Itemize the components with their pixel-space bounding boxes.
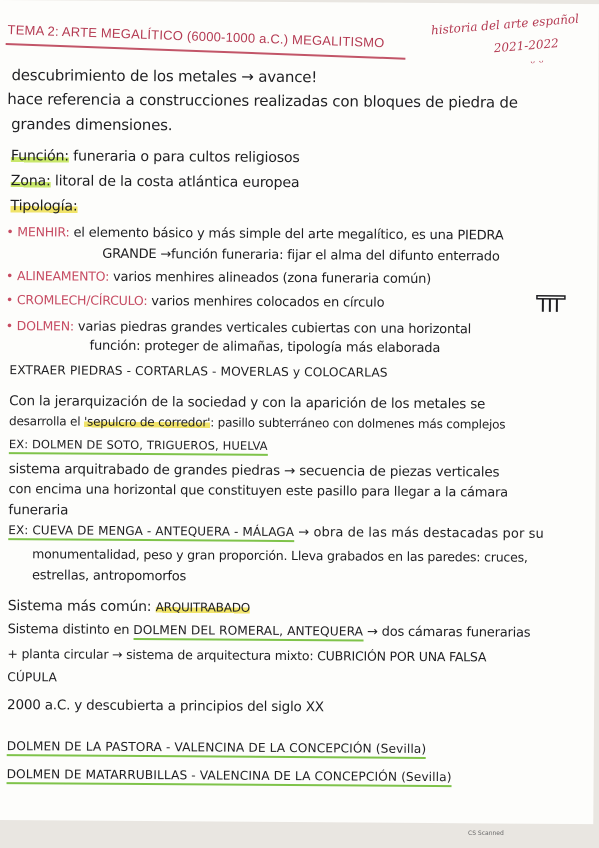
term-cromlech: • CROMLECH/CÍRCULO: <box>5 292 148 309</box>
course-year: 2021-2022 <box>493 36 560 56</box>
dolmen-text: varias piedras grandes verticales cubiertas con una horizontal <box>73 319 472 338</box>
note-line: EXTRAER PIEDRAS - CORTARLAS - MOVERLAS y COLOCARLAS <box>9 363 388 380</box>
note-line: funeraria <box>8 502 69 519</box>
term-dolmen: • DOLMEN: <box>5 318 75 334</box>
menga-text: → obra de las más destacadas por su <box>293 525 544 542</box>
note-line <box>8 598 250 616</box>
corredor-suffix: : pasillo subterráneo con dolmenes más complejos <box>210 415 506 432</box>
tipologia-heading: Tipología: <box>10 198 78 215</box>
note-line <box>7 767 452 784</box>
term-alineamento: • ALINEAMENTO: <box>6 268 110 284</box>
alineamento-text: varios menhires alineados (zona funeraria común) <box>109 269 432 288</box>
note-line: 2000 a.C. y descubierta a principios del siglo XX <box>7 697 324 716</box>
dolmen-matarrubillas: DOLMEN DE MATARRUBILLAS - VALENCINA DE LA CONCEPCIÓN (Sevilla) <box>7 767 452 787</box>
note-line <box>11 198 78 214</box>
note-line <box>6 318 471 337</box>
cromlech-text: varios menhires colocados en círculo <box>147 294 385 311</box>
note-line: descubrimiento de los metales → avance! <box>11 66 318 87</box>
example-soto: EX: DOLMEN DE SOTO, TRIGUEROS, HUELVA <box>9 437 268 456</box>
note-line <box>11 148 300 166</box>
decoration-marks: ᵕ ᵕ <box>529 55 545 71</box>
term-menhir: • MENHIR: <box>6 224 70 240</box>
dolmen-pastora: DOLMEN DE LA PASTORA - VALENCINA DE LA CONCEPCIÓN (Sevilla) <box>7 739 427 759</box>
funcion-label: Función: <box>10 148 69 165</box>
note-line: función: proteger de alimañas, tipología más elaborada <box>89 338 441 357</box>
note-line: GRANDE →función funeraria: fijar el alma del difunto enterrado <box>102 246 500 265</box>
scanner-watermark: CS Scanned <box>468 830 504 837</box>
note-line <box>9 414 505 431</box>
note-line <box>7 739 427 756</box>
arquitrabado-term: ARQUITRABADO <box>155 600 251 615</box>
note-line <box>8 622 531 641</box>
zona-label: Zona: <box>10 173 51 190</box>
note-line: hace referencia a construcciones realizadas con bloques de piedra de <box>7 90 518 112</box>
menhir-text: el elemento básico y más simple del arte megalítico, es una PIEDRA <box>69 225 504 244</box>
sepulcro-corredor: 'sepulcro de corredor' <box>83 414 211 430</box>
course-name: historia del arte español <box>430 11 580 38</box>
corredor-prefix: desarrolla el <box>9 414 85 429</box>
dolmen-romeral: DOLMEN DEL ROMERAL, ANTEQUERA <box>133 623 363 642</box>
note-line <box>11 173 300 191</box>
note-line: con encima una horizontal que constituyen este pasillo para llegar a la cámara <box>8 482 509 501</box>
note-line: Con la jerarquización de la sociedad y con la aparición de los metales se <box>9 393 486 413</box>
note-line: + planta circular → sistema de arquitectura mixto: CUBRICIÓN POR UNA FALSA <box>7 646 487 665</box>
note-line <box>9 437 268 453</box>
note-line <box>6 292 385 311</box>
note-line <box>6 268 431 287</box>
note-line: grandes dimensiones. <box>11 115 173 135</box>
example-menga: EX: CUEVA DE MENGA - ANTEQUERA - MÁLAGA <box>8 523 294 542</box>
note-line: sistema arquitrabado de grandes piedras → secuencia de piezas verticales <box>8 461 500 481</box>
zona-text: litoral de la costa atlántica europea <box>50 173 300 192</box>
dolmen-icon <box>536 294 566 314</box>
camaras-text: → dos cámaras funerarias <box>363 624 531 641</box>
note-line <box>8 523 544 542</box>
note-line <box>6 224 503 243</box>
title-text: TEMA 2: ARTE MEGALÍTICO (6000-1000 a.C.) MEGALITISMO <box>7 22 385 51</box>
funcion-text: funeraria o para cultos religiosos <box>68 148 300 167</box>
note-line: monumentalidad, peso y gran proporción. Lleva grabados en las paredes: cruces, <box>32 546 528 565</box>
note-line: estrellas, antropomorfos <box>31 568 187 585</box>
distinto-prefix: Sistema distinto en <box>7 622 134 638</box>
note-line: CÚPULA <box>7 670 58 685</box>
sistema-prefix: Sistema más común: <box>7 598 156 616</box>
